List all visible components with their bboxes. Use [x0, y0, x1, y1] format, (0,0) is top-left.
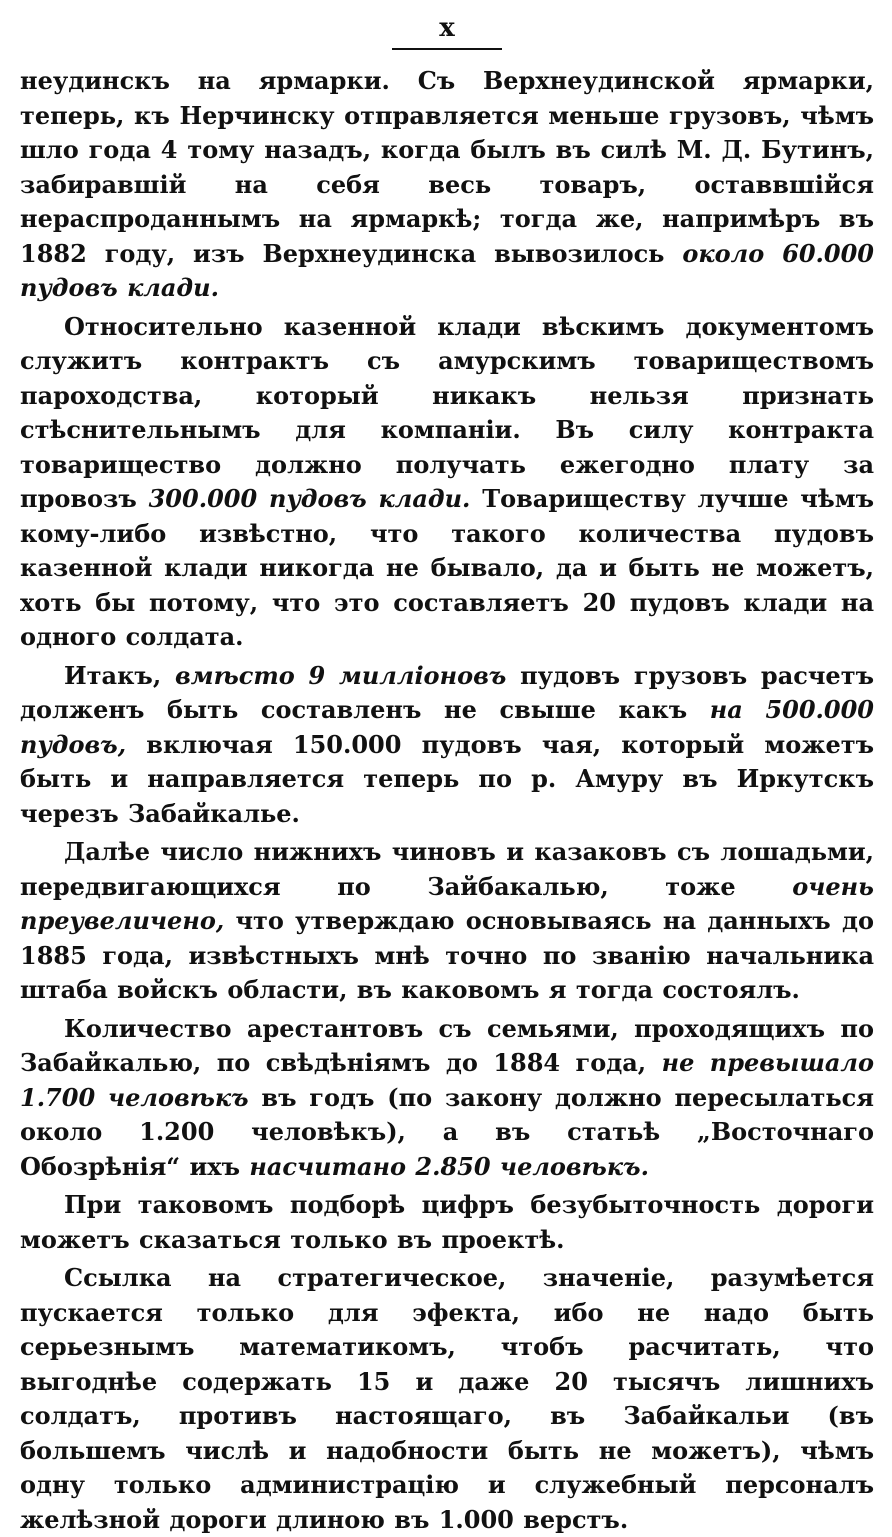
text-segment: въ годъ (по закону должно пересылаться около 1.200 человѣкъ), а въ статьѣ „Восточнаго Обозрѣнія“ ихъ [20, 1082, 874, 1181]
emphasized-text: на 500.000 пудовъ, [20, 695, 875, 759]
text-segment: Далѣе число нижнихъ чиновъ и казаковъ съ лошадьми, передвигающихся по Зайбакалью, тоже [20, 837, 874, 901]
paragraph [20, 1261, 874, 1537]
text-segment: неудинскъ на ярмарки. Съ Верхнеудинской ярмарки, теперь, къ Нерчинску отправляется меньше грузовъ, чѣмъ шло года 4 тому назадъ, когда былъ въ силѣ М. Д. Бутинъ, забиравшій на себя весь товаръ, оставвшійся нераспроданнымъ на ярмаркѣ; тогда же, напримѣръ въ 1882 году, изъ Верхнеудинска вывозилось [20, 66, 874, 268]
text-segment: что утверждаю основываясь на данныхъ до 1885 года, извѣстныхъ мнѣ точно по званію начальника штаба войскъ области, въ каковомъ я тогда состоялъ. [20, 906, 874, 1004]
page-number: x [439, 13, 455, 43]
text-segment: Количество арестантовъ съ семьями, проходящихъ по Забайкалью, по свѣдѣніямъ до 1884 года, [20, 1013, 874, 1077]
text-segment: Ссылка на стратегическое, значеніе, разумѣется пускается только для эфекта, ибо не надо быть серьезнымъ математикомъ, чтобъ расчитать, что выгоднѣе содержать 15 и даже 20 тысячъ лишнихъ солдатъ, противъ настоящаго, въ Забайкальи (въ большемъ числѣ и надобности быть не можетъ), чѣмъ одну только администрацію и служебный персоналъ желѣзной дороги длиною въ 1.000 верстъ. [20, 1263, 874, 1534]
text-segment: Товариществу лучше чѣмъ кому-либо извѣстно, что такого количества пудовъ казенной клади никогда не бывало, да и быть не можетъ, хоть бы потому, что это составляетъ 20 пудовъ клади на одного солдата. [20, 484, 875, 651]
paragraph [20, 659, 874, 832]
text-segment: При таковомъ подборѣ цифръ безубыточность дороги можетъ сказаться только въ проектѣ. [20, 1190, 874, 1254]
paragraph [20, 1188, 874, 1257]
paragraph [20, 310, 874, 655]
paragraph [20, 835, 874, 1008]
body-text [20, 64, 874, 1537]
text-segment: включая 150.000 пудовъ чая, который можетъ быть и направляется теперь по р. Амуру въ Иркутскъ черезъ Забайкалье. [20, 729, 874, 828]
paragraph [20, 1012, 874, 1185]
emphasized-text: вмѣсто 9 милліоновъ [174, 660, 507, 690]
emphasized-text: не превышало 1.700 человѣкъ [20, 1048, 874, 1112]
emphasized-text: насчитано 2.850 человѣкъ. [249, 1151, 649, 1181]
emphasized-text: 300.000 пудовъ клади. [148, 484, 471, 513]
text-segment: Итакъ, [64, 660, 175, 690]
paragraph [20, 64, 874, 306]
text-segment: пудовъ грузовъ расчетъ долженъ быть составленъ не свыше какъ [20, 660, 874, 724]
header-rule [392, 48, 502, 50]
emphasized-text: около 60.000 пудовъ клади. [20, 238, 874, 302]
text-segment: Относительно казенной клади вѣскимъ документомъ служитъ контрактъ съ амурскимъ товариществомъ пароходства, который никакъ нельзя признать стѣснительнымъ для компаніи. Въ силу контракта товарищество должно получать ежегодно плату за провозъ [20, 311, 874, 513]
emphasized-text: очень преувеличено, [20, 871, 874, 935]
